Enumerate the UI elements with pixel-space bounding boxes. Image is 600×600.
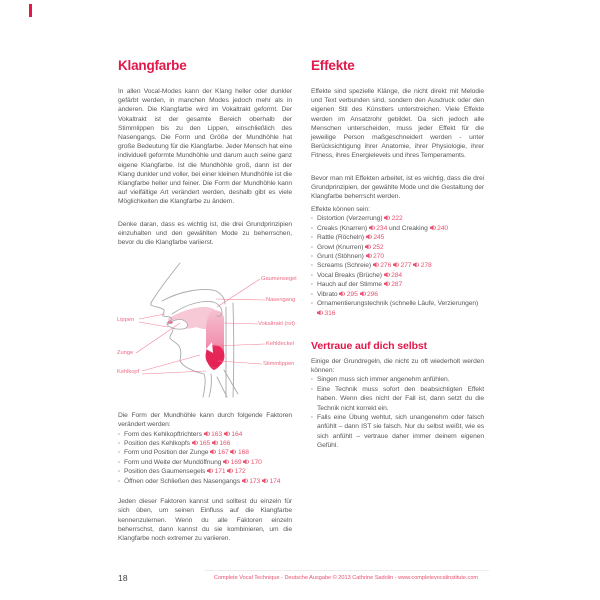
audio-track-number: 172 — [234, 468, 246, 476]
speaker-icon — [366, 253, 373, 259]
rule-item — [311, 385, 484, 413]
item-text: Öffnen oder Schließen des Nasengangs — [124, 477, 240, 485]
speaker-icon — [384, 272, 391, 278]
diagram-label-zunge: Zunge — [117, 350, 134, 357]
audio-track-number: 240 — [437, 224, 449, 232]
footer-divider — [205, 570, 489, 571]
page-number: 18 — [118, 573, 128, 583]
section-title-klangfarbe — [118, 58, 292, 74]
speaker-icon — [366, 234, 373, 240]
item-text: Position des Kehlkopfs — [124, 440, 190, 448]
klangfarbe-paragraph-3: Jeden dieser Faktoren kannst und solltest du einzeln für sich üben, um seinen Einfluss auf die Klangfarbe kennenzulernen. Wenn du alle Faktoren einzeln beherrschst, dann kannst du sie kombinieren, um die Klangfarbe noch extremer zu variieren. — [118, 498, 292, 542]
item-text: Eine Technik muss sofort den beabsichtigten Effekt haben. Wenn dies nicht der Fall ist, dann setzt du die Technik nicht korrekt ein. — [317, 385, 484, 412]
audio-track — [365, 244, 383, 251]
speaker-icon — [430, 225, 437, 231]
vocal-tract-diagram — [116, 257, 296, 409]
audio-track — [369, 225, 387, 232]
speaker-icon — [262, 478, 269, 484]
effects-intro: Effekte können sein: — [311, 206, 370, 214]
rule-item — [311, 413, 484, 451]
audio-track-number: 252 — [372, 243, 384, 251]
audio-track-number: 276 — [380, 262, 392, 270]
audio-track — [262, 478, 280, 485]
diagram-label-lippen: Lippen — [117, 317, 135, 324]
audio-track — [430, 225, 448, 232]
section-title-text: Klangfarbe — [118, 58, 187, 73]
footer-credit: Complete Vocal Technique - Deutsche Ausgabe © 2013 Cathrine Sadolin - www.completevocalinstitute.com — [213, 575, 479, 581]
speaker-icon — [384, 281, 391, 287]
audio-track-number: 296 — [367, 290, 378, 298]
audio-track-number: 163 — [211, 430, 223, 438]
left-column — [117, 58, 297, 543]
audio-track — [227, 468, 245, 475]
audio-track — [384, 272, 402, 279]
speaker-icon — [360, 291, 367, 297]
audio-track-number: 234 — [376, 224, 388, 232]
speaker-icon — [339, 291, 346, 297]
item-text: Position des Gaumensegels — [124, 468, 206, 476]
right-column — [311, 58, 484, 451]
audio-track — [192, 440, 210, 447]
audio-track — [204, 431, 222, 438]
item-text: Form des Kehlkopftrichters — [124, 430, 202, 438]
audio-track — [230, 449, 248, 456]
audio-track — [224, 431, 242, 438]
effect-item — [311, 252, 484, 261]
item-text: Hauch auf der Stimme — [317, 281, 382, 289]
audio-track-number: 245 — [373, 234, 385, 242]
audio-track — [317, 310, 335, 317]
item-text: Ornamentierungstechnik (schnelle Läufe, Verzierungen) — [317, 300, 479, 308]
audio-track-number: 295 — [346, 290, 358, 298]
audio-track — [210, 449, 228, 456]
audio-track — [366, 234, 384, 241]
diagram-label-kehldeckel: Kehldeckel — [266, 341, 294, 348]
vocal-tract-highlight — [168, 307, 225, 370]
factors-intro: Die Form der Mundhöhle kann durch folgende Faktoren verändert werden: — [118, 412, 292, 429]
audio-track — [393, 262, 411, 269]
audio-track-number: 222 — [391, 215, 403, 223]
face-outline — [151, 263, 238, 397]
audio-track-number: 173 — [249, 477, 261, 485]
effect-item — [311, 214, 484, 223]
audio-track-number: 166 — [219, 440, 231, 448]
effect-item — [311, 290, 484, 299]
effect-item — [311, 243, 484, 252]
effekte-paragraph-2: Bevor man mit Effekten arbeitet, ist es wichtig, dass die drei Grundprinzipien, der gewählte Mode und die Gestaltung der Klangfarbe beherrscht werden. — [311, 174, 484, 201]
item-text: und Creaking — [389, 224, 428, 232]
speaker-icon — [212, 440, 219, 446]
effekte-paragraph-1: Effekte sind spezielle Klänge, die nicht direkt mit Melodie und Text verbunden sind, sondern den Ausdruck oder den eigenen Stil des Künstlers unterstreichen. Viele Effekte werden im Ansatzrohr gebildet. Da sich jedoch alle Menschen unterscheiden, muss jeder Effekt für die jeweilige Person maßgeschneidert werden - unter Berücksichtigung ihrer Anatomie, ihrer Physiologie, ihrer Fitness, ihres Energielevels und ihres Temperaments. — [311, 88, 484, 160]
factors-list — [118, 430, 292, 486]
effect-item — [311, 233, 484, 242]
audio-track-number: 284 — [391, 271, 403, 279]
factor-item — [118, 477, 292, 486]
speaker-icon — [373, 262, 380, 268]
speaker-icon — [210, 449, 217, 455]
audio-track — [212, 440, 230, 447]
effect-item — [311, 271, 484, 280]
factor-item — [118, 430, 292, 439]
speaker-icon — [413, 262, 420, 268]
factor-item — [118, 439, 292, 448]
item-text: Form und Weite der Mundöffnung — [124, 458, 222, 466]
audio-track-number: 165 — [199, 440, 211, 448]
speaker-icon — [192, 440, 199, 446]
item-text: Distortion (Verzerrung) — [317, 215, 383, 223]
audio-track — [384, 215, 402, 222]
effects-list — [311, 214, 484, 317]
audio-track — [243, 459, 261, 466]
diagram-label-nasengang: Nasengang — [266, 297, 296, 304]
audio-track-number: 277 — [400, 262, 412, 270]
item-text: Singen muss sich immer angenehm anfühlen. — [317, 376, 450, 384]
item-text: Screams (Schreie) — [317, 262, 372, 270]
factor-item — [118, 458, 292, 467]
speaker-icon — [204, 431, 211, 437]
item-text: Form und Position der Zunge — [124, 449, 209, 457]
audio-track-number: 278 — [420, 262, 432, 270]
audio-track-number: 167 — [217, 449, 229, 457]
factor-item — [118, 467, 292, 476]
item-text: Vocal Breaks (Brüche) — [317, 271, 382, 279]
speaker-icon — [227, 468, 234, 474]
speaker-icon — [224, 431, 231, 437]
speaker-icon — [369, 225, 376, 231]
section-title-text: Effekte — [311, 58, 355, 73]
effect-item — [311, 299, 484, 318]
audio-track — [339, 291, 357, 298]
audio-track-number: 171 — [214, 468, 226, 476]
audio-track — [242, 478, 260, 485]
audio-track-number: 174 — [269, 477, 281, 485]
speaker-icon — [223, 459, 230, 465]
item-text: Creaks (Knarren) — [317, 224, 368, 232]
audio-track-number: 168 — [237, 449, 249, 457]
audio-track-number: 164 — [231, 430, 243, 438]
section-title-effekte — [311, 58, 484, 74]
audio-track — [413, 262, 431, 269]
rule-item — [311, 375, 484, 384]
speaker-icon — [384, 215, 391, 221]
subsection-title-text: Vertraue auf dich selbst — [311, 339, 428, 352]
diagram-label-stimmlippen: Stimmlippen — [263, 361, 295, 368]
effect-item — [311, 261, 484, 270]
speaker-icon — [393, 262, 400, 268]
diagram-label-gaumensegel: Gaumensegel — [261, 276, 297, 283]
crop-mark — [29, 4, 32, 17]
speaker-icon — [207, 468, 214, 474]
audio-track-number: 316 — [324, 309, 336, 317]
factor-item — [118, 448, 292, 457]
speaker-icon — [365, 244, 372, 250]
rules-intro: Einige der Grundregeln, die nicht zu oft wiederholt werden können: — [311, 357, 484, 375]
item-text: Vibrato — [317, 290, 338, 298]
speaker-icon — [243, 459, 250, 465]
audio-track — [223, 459, 241, 466]
klangfarbe-paragraph-1: In allen Vocal-Modes kann der Klang heller oder dunkler gefärbt werden, in manchen Modes jedoch mehr als in anderen. Die Klangfarbe wird im Vokaltrakt geformt. Der Vokaltrakt ist der gesamte Bereich oberhalb der Stimmlippen bis zu den Lippen, einschließlich des Nasengangs. Die Form und Größe der Mundhöhle hat große Bedeutung für die Klangfarbe. Jeder Mensch hat eine individuell geformte Mundhöhle und darum auch seine ganz eigene Klangfarbe. Ist die Mundhöhle groß, dann ist der Klang dunkler und voller, bei einer kleinen Mundhöhle ist die Klangfarbe heller und feiner. Die Form der Mundhöhle kann auf vielfältige Art verändert werden, deshalb gibt es viele Möglichkeiten die Klangfarbe zu ändern. — [118, 88, 292, 206]
audio-track — [207, 468, 225, 475]
effect-item — [311, 280, 484, 289]
effect-item — [311, 224, 484, 233]
audio-track-number: 169 — [230, 458, 242, 466]
speaker-icon — [242, 478, 249, 484]
klangfarbe-paragraph-2: Denke daran, dass es wichtig ist, die drei Grundprinzipien einzuhalten und den gewählten Mode zu beherrschen, bevor du die Klangfarbe variierst. — [118, 220, 292, 247]
item-text: Growl (Knurren) — [317, 243, 364, 251]
speaker-icon — [317, 310, 324, 316]
item-text: Falls eine Übung wehtut, sich unangenehm oder falsch anfühlt – dann IST sie falsch. Nur du selbst weißt, wie es sich anfühlt – vertraue daher immer deinem eigenen Gefühl. — [317, 413, 484, 450]
audio-track — [366, 253, 384, 260]
audio-track — [384, 281, 402, 288]
diagram-label-kehlkopf: Kehlkopf — [117, 369, 140, 376]
audio-track-number: 270 — [373, 253, 384, 261]
audio-track-number: 170 — [250, 458, 262, 466]
item-text: Rattle (Röcheln) — [317, 234, 365, 242]
speaker-icon — [230, 449, 237, 455]
audio-track — [360, 291, 378, 298]
subsection-title-vertraue — [311, 340, 484, 353]
rules-list — [311, 375, 484, 450]
mouth-opening — [168, 321, 173, 324]
diagram-label-vokaltrakt: Vokaltrakt (rot) — [258, 321, 295, 328]
item-text: Grunt (Stöhnen) — [317, 253, 364, 261]
audio-track-number: 287 — [391, 281, 403, 289]
audio-track — [373, 262, 391, 269]
